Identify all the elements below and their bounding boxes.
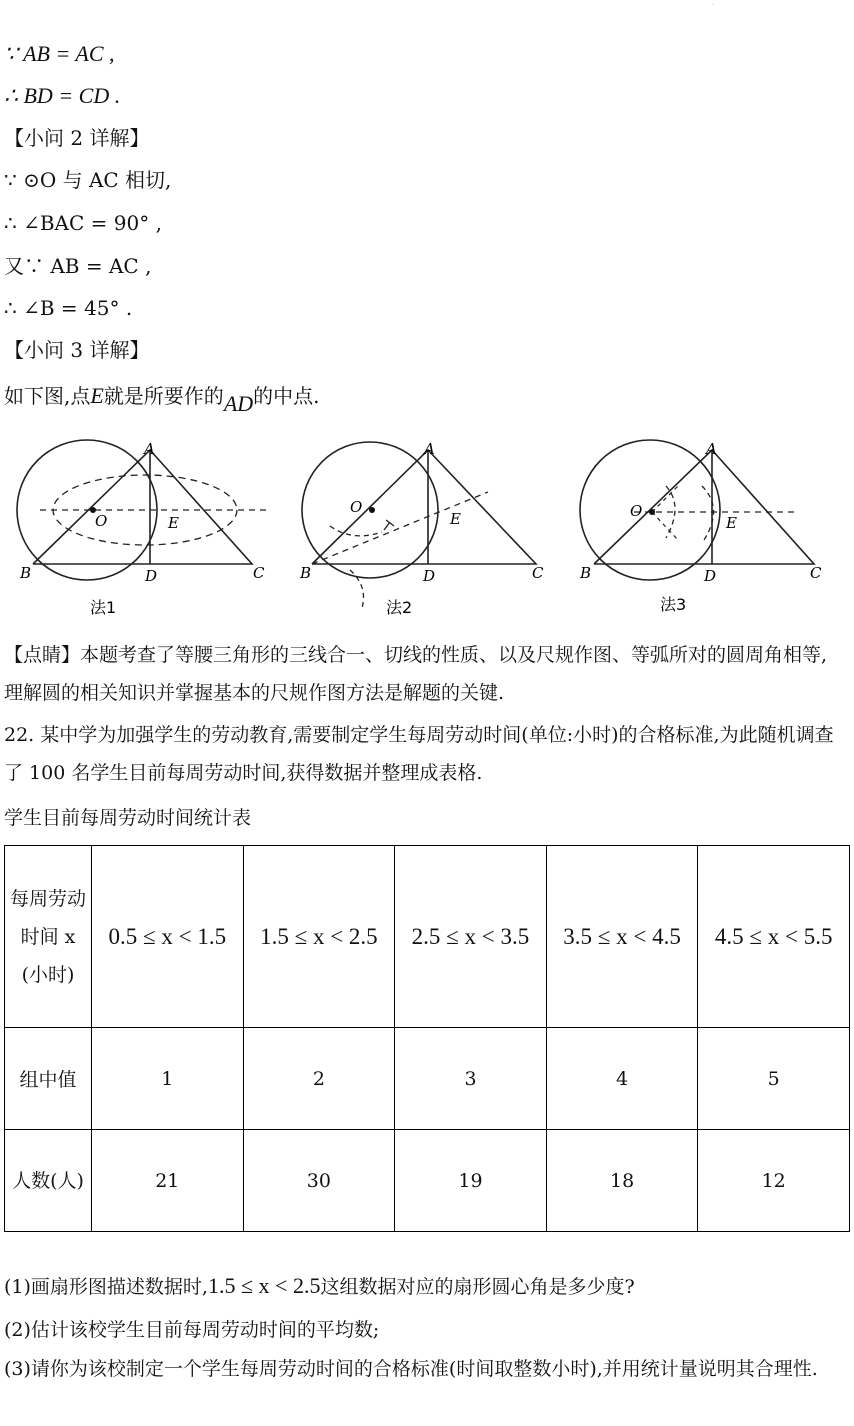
fig3-label-e: E — [726, 514, 737, 532]
fig1-label-e: E — [168, 514, 179, 532]
subq2-heading: 【小问 2 详解】 — [4, 126, 150, 150]
row-header-midpoint: 组中值 — [5, 1028, 92, 1130]
count-cell: 12 — [698, 1130, 850, 1232]
fig3-label-o: O — [630, 502, 643, 520]
fig1-label-d: D — [145, 567, 158, 585]
range-cell: 0.5 ≤ x < 1.5 — [92, 846, 244, 1028]
page-speck: · — [712, 2, 714, 9]
step-angle-b: ∴ ∠B = 45° . — [4, 296, 133, 320]
table-row-counts — [5, 1130, 850, 1232]
comment-paragraph: 【点睛】本题考查了等腰三角形的三线合一、切线的性质、以及尺规作图、等弧所对的圆周角相等,理解圆的相关知识并掌握基本的尺规作图方法是解题的关键. — [4, 644, 828, 704]
range-cell: 3.5 ≤ x < 4.5 — [546, 846, 698, 1028]
table-row-midpoints — [5, 1028, 850, 1130]
fig3-label-d: D — [704, 567, 717, 585]
table-title: 学生目前每周劳动时间统计表 — [4, 807, 252, 829]
fig2-label-o: O — [350, 498, 363, 516]
fig2-caption: 法2 — [386, 598, 413, 617]
fig2-label-b: B — [300, 564, 312, 582]
range-cell: 4.5 ≤ x < 5.5 — [698, 846, 850, 1028]
figure-method-2 — [290, 438, 570, 623]
construction-figures — [0, 438, 854, 623]
question-1: (1)画扇形图描述数据时,1.5 ≤ x < 2.5这组数据对应的扇形圆心角是多少度? — [4, 1273, 635, 1298]
midpoint-cell: 3 — [395, 1028, 547, 1130]
problem-22-statement: 22. 某中学为加强学生的劳动教育,需要制定学生每周劳动时间(单位:小时)的合格标准,为此随机调查了 100 名学生目前每周劳动时间,获得数据并整理成表格. — [4, 724, 834, 784]
fig2-label-a: A — [424, 440, 435, 458]
count-cell: 21 — [92, 1130, 244, 1232]
table-row-ranges — [5, 846, 850, 1028]
step-tangent: ∵ ⊙O 与 AC 相切, — [4, 168, 172, 192]
question-3: (3)请你为该校制定一个学生每周劳动时间的合格标准(时间取整数小时),并用统计量说明其合理性. — [4, 1358, 818, 1380]
fig2-label-e: E — [450, 510, 461, 528]
fig3-label-c: C — [810, 564, 822, 582]
range-cell: 2.5 ≤ x < 3.5 — [395, 846, 547, 1028]
row-header-count: 人数(人) — [5, 1130, 92, 1232]
midpoint-cell: 1 — [92, 1028, 244, 1130]
fig2-label-c: C — [532, 564, 544, 582]
fig1-label-c: C — [253, 564, 265, 582]
figure-method-1 — [0, 438, 280, 623]
step-ab-eq-ac: ∵ AB = AC , — [4, 41, 115, 66]
fig3-label-b: B — [580, 564, 592, 582]
step-angle-bac: ∴ ∠BAC = 90° , — [4, 211, 162, 235]
step-bd-eq-cd: ∴ BD = CD . — [4, 83, 121, 108]
row-header-time: 每周劳动时间 x (小时) — [5, 846, 92, 1028]
range-cell: 1.5 ≤ x < 2.5 — [243, 846, 395, 1028]
step-again-ab-ac: 又∵ AB = AC , — [4, 254, 152, 278]
midpoint-cell: 2 — [243, 1028, 395, 1130]
count-cell: 30 — [243, 1130, 395, 1232]
fig1-label-a: A — [144, 440, 155, 458]
fig1-label-o: O — [95, 512, 108, 530]
fig1-label-b: B — [20, 564, 32, 582]
fig3-label-a: A — [706, 440, 717, 458]
labor-time-table — [4, 845, 850, 1232]
step-point-e: 如下图,点E就是所要作的AD的中点. — [4, 383, 320, 416]
subq3-heading: 【小问 3 详解】 — [4, 338, 150, 362]
midpoint-cell: 5 — [698, 1028, 850, 1130]
figure-method-3 — [574, 438, 854, 623]
midpoint-cell: 4 — [546, 1028, 698, 1130]
fig2-label-d: D — [423, 567, 436, 585]
fig1-caption: 法1 — [90, 598, 117, 617]
count-cell: 19 — [395, 1130, 547, 1232]
count-cell: 18 — [546, 1130, 698, 1232]
question-2: (2)估计该校学生目前每周劳动时间的平均数; — [4, 1319, 380, 1341]
fig3-caption: 法3 — [660, 595, 687, 614]
